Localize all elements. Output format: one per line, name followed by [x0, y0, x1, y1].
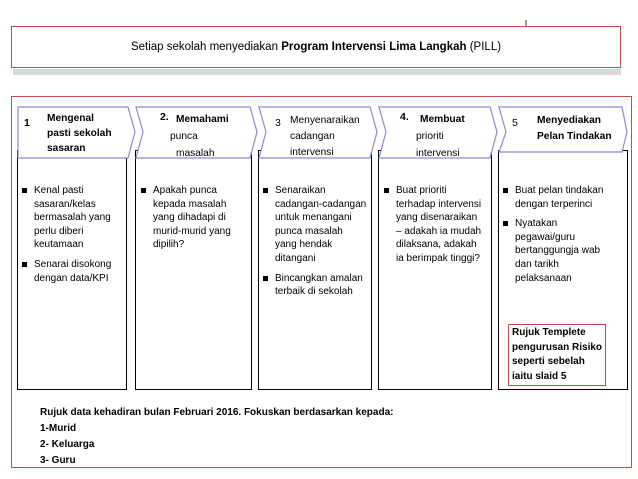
title-prefix: Setiap sekolah menyediakan [130, 41, 282, 53]
risk-template-reference-note: Rujuk Templete pengurusan Risiko seperti sebelah iaitu slaid 5 [508, 324, 606, 386]
attendance-data-notes [40, 405, 393, 469]
notes-item-2: 2- Keluarga [40, 439, 95, 450]
step-1-title: Mengenal pasti sekolah sasaran [47, 113, 112, 154]
list-item: Senaraikan cadangan-cadangan untuk menangani punca masalah yang hendak ditangani [263, 184, 367, 266]
step-5-title: Menyediakan Pelan Tindakan [537, 115, 612, 142]
list-item: Nyatakan pegawai/guru bertanggungja wab dan tarikh pelaksanaan [503, 217, 615, 285]
step-5-bullets [503, 184, 615, 291]
notes-item-1: 1-Murid [40, 423, 77, 434]
step-5-number: 5 [512, 117, 518, 129]
list-item: Kenal pasti sasaran/kelas bermasalah yang perlu diberi keutamaan [22, 184, 122, 252]
step-3-title: Menyenaraikan cadangan intervensi [290, 115, 360, 158]
step-2-bullets [141, 184, 249, 258]
title-suffix: (PILL) [466, 41, 502, 53]
step-3-bullets [263, 184, 367, 305]
step-4-title: Membuat prioriti intervensi [416, 114, 465, 159]
list-item: Senarai disokong dengan data/KPI [22, 258, 122, 285]
step-4-bullets [384, 184, 484, 272]
step-3-number: 3 [275, 117, 281, 129]
list-item: Buat pelan tindakan dengan terperinci [503, 184, 615, 211]
title-program-name: Program Intervensi Lima Langkah [281, 41, 467, 53]
step-4-number: 4. [400, 111, 409, 123]
list-item: Apakah punca kepada masalah yang dihadapi di murid-murid yang dipilih? [141, 184, 249, 252]
step-2-title: Memahami punca masalah [170, 114, 229, 159]
step-1-number: 1 [24, 117, 30, 129]
list-item: Buat prioriti terhadap intervensi yang disenaraikan – adakah ia mudah dilaksana, adakah ia berimpak tinggi? [384, 184, 484, 266]
step-1-bullets [22, 184, 122, 291]
notes-intro: Rujuk data kehadiran bulan Februari 2016. Fokuskan berdasarkan kepada: [40, 407, 394, 418]
list-item: Bincangkan amalan terbaik di sekolah [263, 272, 367, 299]
step-2-number: 2. [160, 111, 169, 123]
notes-item-3: 3- Guru [40, 455, 76, 466]
